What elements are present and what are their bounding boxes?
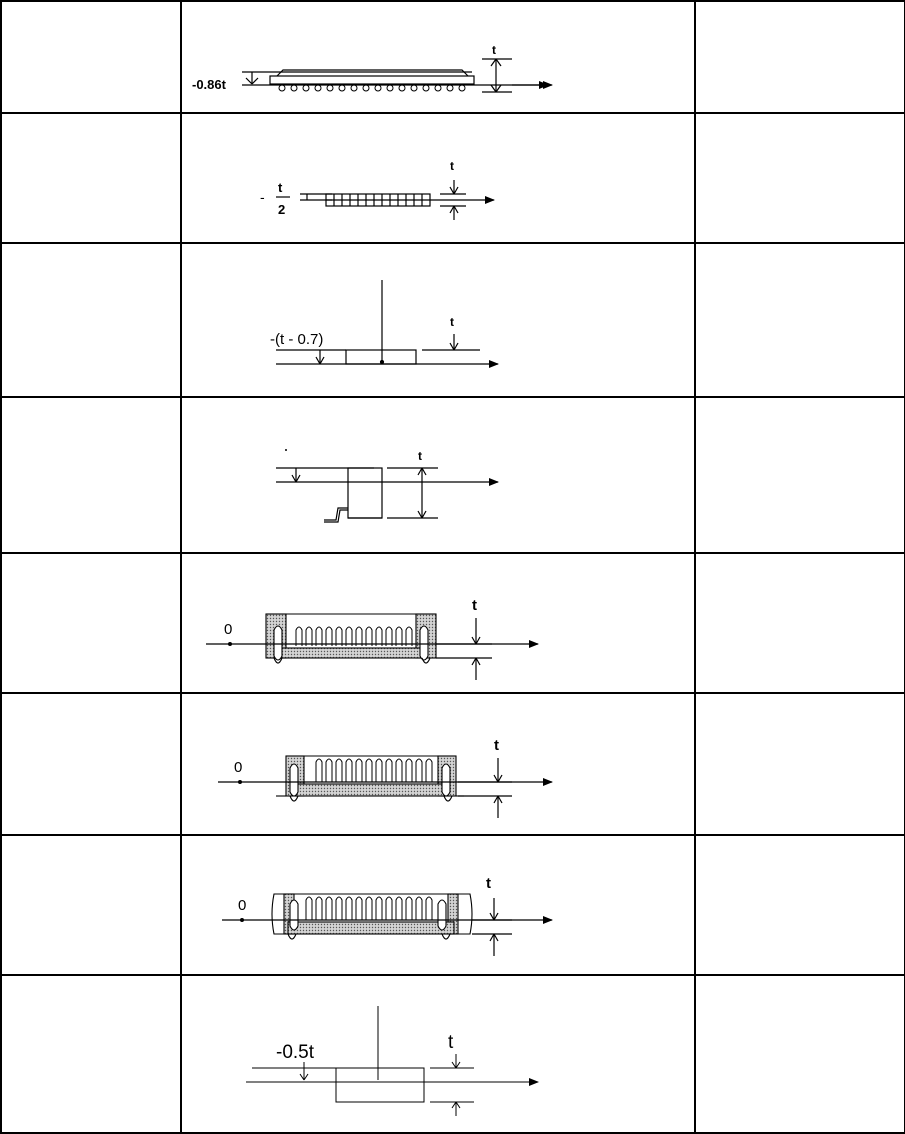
diagram-cell [181,397,695,553]
diagram-cell [181,975,695,1133]
label-cell [1,553,181,693]
tall-bent-lead-package-icon [182,398,694,552]
origin-label: 0 [238,897,247,914]
table-row [1,397,905,553]
diagram-cell [181,835,695,975]
table-row [1,243,905,397]
value-cell [695,397,905,553]
offset-label: -(t - 0.7) [270,331,324,348]
thickness-label: t [418,449,422,463]
value-cell [695,835,905,975]
label-cell [1,1,181,113]
connector-with-flange-icon [182,694,694,834]
table-row [1,113,905,243]
low-block-package-icon [182,244,694,396]
flat-array-package-icon [182,114,694,242]
value-cell [695,553,905,693]
offset-minus: - [260,189,265,205]
thickness-label: t [448,1032,454,1053]
value-cell [695,243,905,397]
thickness-label: t [492,43,496,57]
origin-label: 0 [234,759,243,776]
diagram-cell [181,693,695,835]
offset-label: -0.86t [192,77,226,92]
thickness-label: t [472,597,477,614]
offset-denominator: 2 [278,202,286,217]
connector-rounded-ends-icon [182,836,694,974]
table-row [1,553,905,693]
diagram-cell [181,113,695,243]
label-cell [1,835,181,975]
connector-package-icon [182,554,694,692]
value-cell [695,693,905,835]
thickness-label: t [450,159,454,173]
offset-numerator: t [278,180,283,195]
value-cell [695,113,905,243]
value-cell [695,975,905,1133]
diagram-cell [181,553,695,693]
table-row [1,975,905,1133]
thickness-label: t [450,315,454,329]
label-cell [1,113,181,243]
label-cell [1,693,181,835]
thickness-label: t [494,737,499,754]
table-row [1,693,905,835]
table-row [1,835,905,975]
centered-block-package-icon [182,976,694,1132]
offset-label: -0.5t [276,1042,315,1063]
thickness-label: t [486,875,491,892]
label-cell [1,397,181,553]
value-cell [695,1,905,113]
diagram-cell [181,243,695,397]
flat-package-leads-icon [182,2,694,112]
label-cell [1,243,181,397]
diagram-cell [181,1,695,113]
label-cell [1,975,181,1133]
origin-label: 0 [224,621,233,638]
table-row [1,1,905,113]
